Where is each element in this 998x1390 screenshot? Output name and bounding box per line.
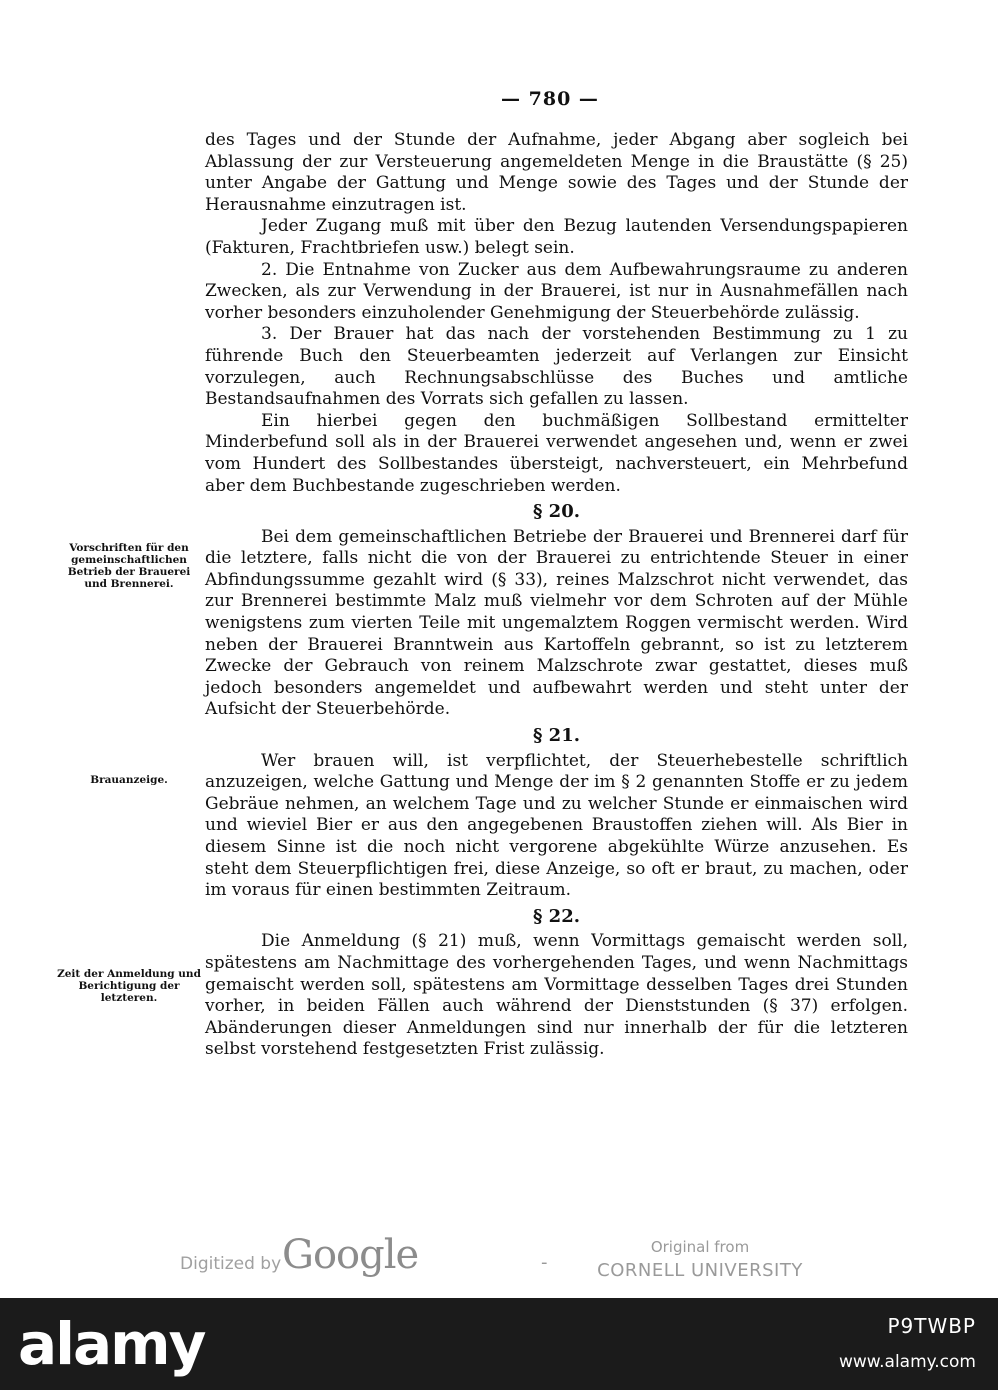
section-text-22: Die Anmeldung (§ 21) muß, wenn Vormittags gemaischt werden soll, spätestens am Nachmittage des vorhergehenden Tages, und wenn Nachmittags gemaischt werden soll, spätestens am Vormittage desselben Tages drei Stunden vorher, in beiden Fällen auch während der Dienststunden (§ 37) erfolgen. Abänderungen dieser Anmeldungen sind nur innerhalb der für die letzteren selbst vorstehend festgesetzten Frist zulässig. [205,931,908,1060]
paragraph: des Tages und der Stunde der Aufnahme, jeder Abgang aber sogleich bei Ablassung der zur Versteuerung angemeldeten Menge in die Braustätte (§ 25) unter Angabe der Gattung und Menge sowie des Tages und der Stunde der Herausnahme einzutragen ist. [205,130,908,215]
google-logo: Google [282,1232,419,1278]
section-heading-21: § 21. [533,725,580,747]
section-text-21: Wer brauen will, ist verpflichtet, der Steuerhebestelle schriftlich anzuzeigen, welche Gattung und Menge der im § 2 genannten Stoffe er zu jedem Gebräue nehmen, an welchem Tage und zu welcher Stunde er einmaischen wird und wieviel Bier er aus den angegebenen Braustoffen ziehen will. Als Bier in diesem Sinne ist die noch nicht vergorene abgekühlte Würze anzusehen. Es steht dem Steuerpflichtigen frei, diese Anzeige, so oft er braut, zu machen, oder im voraus für einen bestimmten Zeitraum. [205,750,908,901]
section-heading-20: § 20. [533,501,580,523]
body-text [205,130,908,1061]
footer-dash: - [541,1252,548,1273]
watermark-url: www.alamy.com [838,1352,976,1372]
margin-note-21: Brauanzeige. [90,774,168,786]
paragraph: Ein hierbei gegen den buchmäßigen Sollbestand ermittelter Minderbefund soll als in der Brauerei verwendet angesehen und, wenn er zwei vom Hundert des Sollbestandes übersteigt, nachversteuert, ein Mehrbefund aber dem Buchbestande zugeschrieben werden. [205,410,908,496]
original-from-label: Original from [650,1238,750,1256]
alamy-logo: alamy [18,1310,205,1378]
digitization-footer [0,1228,998,1288]
watermark-bar [0,1298,998,1390]
page-number: — 780 — [501,88,599,110]
section-text-20: Bei dem gemeinschaftlichen Betriebe der Brauerei und Brennerei darf für die letztere, falls nicht die von der Brauerei zu entrichtende Steuer in einer Abfindungssumme gezahlt wird (§ 33), reines Malzschrot nicht verwendet, das zur Brennerei bestimmte Malz muß vielmehr vor dem Schroten auf der Mühle wenigstens zum vierten Teile mit ungemalztem Roggen vermischt werden. Wird neben der Brauerei Branntwein aus Kartoffeln gebrannt, so ist zu letzterem Zwecke der Gebrauch von reinem Malzschrote zwar gestattet, dieses muß jedoch besonders angemeldet und aufbewahrt werden und steht unter der Aufsicht der Steuerbehörde. [205,526,908,720]
paragraph: Jeder Zugang muß mit über den Bezug lautenden Versendungspapieren (Fakturen, Frachtbriefen usw.) belegt sein. [205,216,908,258]
institution-label: CORNELL UNIVERSITY [597,1260,803,1281]
section-heading-22: § 22. [533,905,580,927]
image-id: P9TWBP [887,1314,976,1338]
paragraph: 3. Der Brauer hat das nach der vorstehenden Bestimmung zu 1 zu führende Buch den Steuerbeamten jederzeit auf Verlangen zur Einsicht vorzulegen, auch Rechnungsabschlüsse des Buches und amtliche Bestandsaufnahmen des Vorrats sich gefallen zu lassen. [205,324,908,410]
margin-note-22: Zeit der Anmeldung und Berichtigung der letzteren. [57,968,201,1004]
paragraph: 2. Die Entnahme von Zucker aus dem Aufbewahrungsraume zu anderen Zwecken, als zur Verwendung in der Brauerei, ist nur in Ausnahmefällen nach vorher besonders einzuholender Genehmigung der Steuerbehörde zulässig. [205,259,908,323]
margin-note-20: Vorschriften für den gemeinschaftlichen Betrieb der Brauerei und Brennerei. [67,542,191,590]
digitized-by-label: Digitized by [180,1254,282,1274]
